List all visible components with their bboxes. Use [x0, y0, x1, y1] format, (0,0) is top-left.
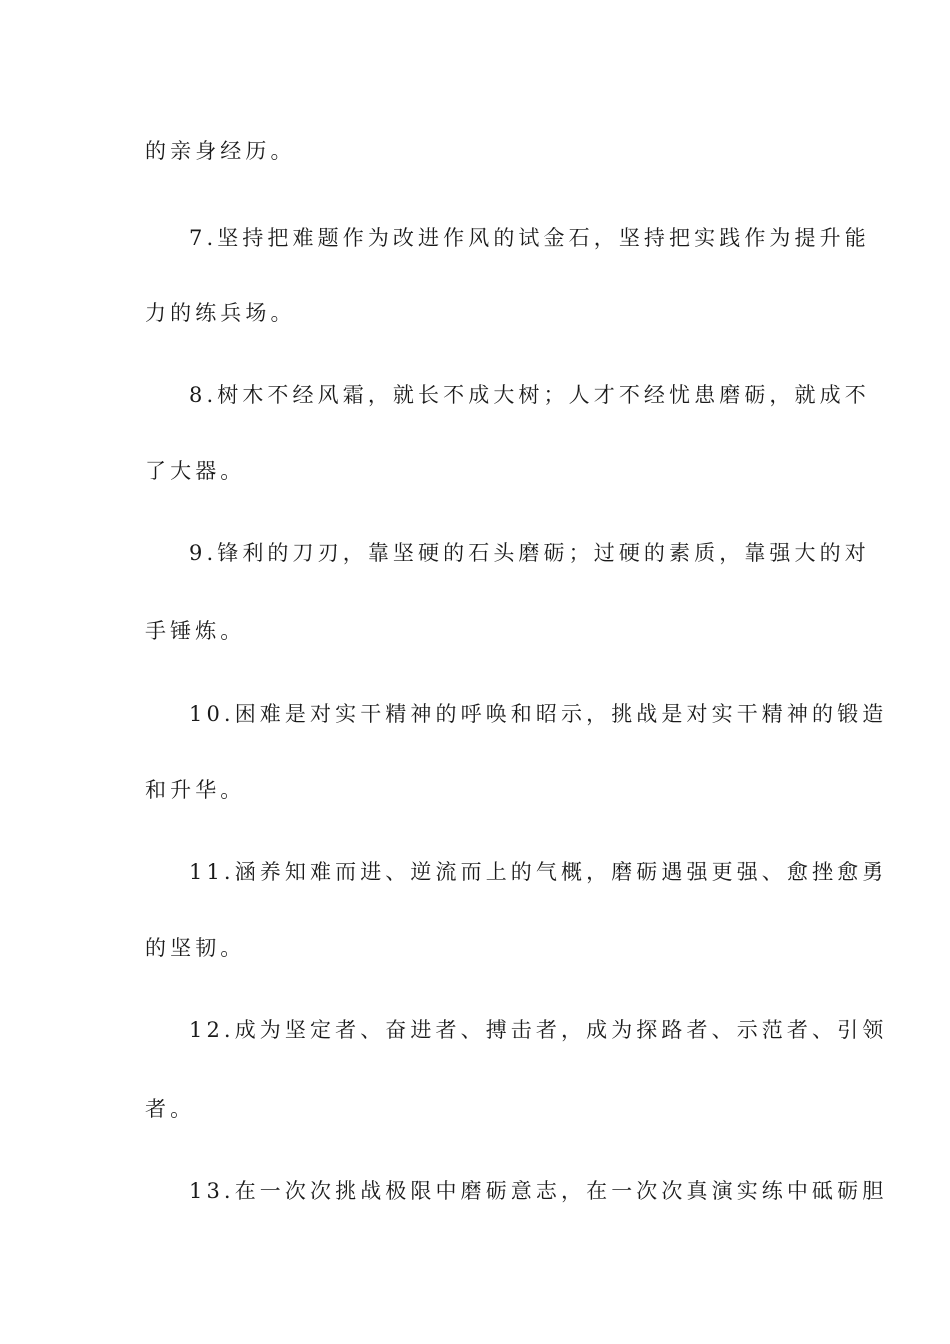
paragraph-8-line-2: 了大器。 — [145, 459, 246, 483]
paragraph-10-line-1: 10.困难是对实干精神的呼唤和昭示，挑战是对实干精神的锻造 — [189, 702, 888, 726]
paragraph-11-line-2: 的坚韧。 — [145, 936, 246, 960]
paragraph-7-line-1: 7.坚持把难题作为改进作风的试金石，坚持把实践作为提升能 — [189, 226, 870, 250]
paragraph-8-line-1: 8.树木不经风霜，就长不成大树；人才不经忧患磨砺，就成不 — [189, 383, 870, 407]
paragraph-12-line-1: 12.成为坚定者、奋进者、搏击者，成为探路者、示范者、引领 — [189, 1018, 888, 1042]
paragraph-10-line-2: 和升华。 — [145, 778, 246, 802]
paragraph-13-line-1: 13.在一次次挑战极限中磨砺意志，在一次次真演实练中砥砺胆 — [189, 1179, 888, 1203]
paragraph-12-line-2: 者。 — [145, 1097, 196, 1121]
paragraph-9-line-1: 9.锋利的刀刃，靠坚硬的石头磨砺；过硬的素质，靠强大的对 — [189, 541, 870, 565]
paragraph-11-line-1: 11.涵养知难而进、逆流而上的气概，磨砺遇强更强、愈挫愈勇 — [189, 860, 888, 884]
paragraph-7-line-2: 力的练兵场。 — [145, 301, 296, 325]
paragraph-6-line-2: 的亲身经历。 — [145, 139, 296, 163]
paragraph-9-line-2: 手锤炼。 — [145, 619, 246, 643]
